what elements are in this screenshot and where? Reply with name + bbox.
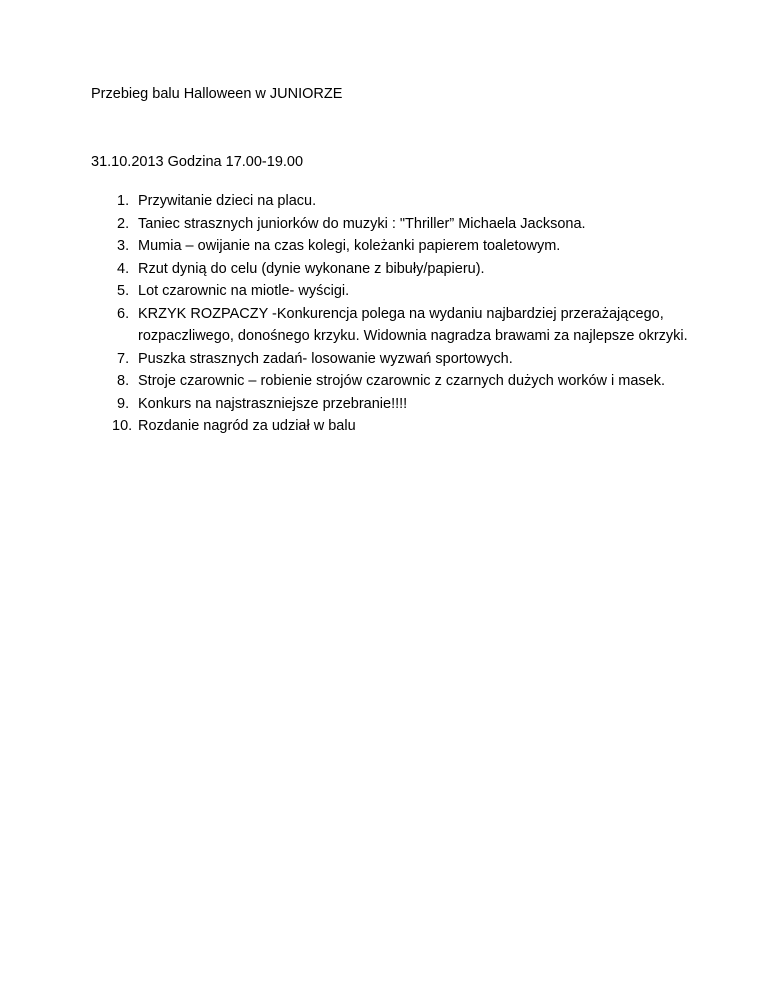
item-number: 5.	[117, 283, 130, 299]
item-number: 9.	[117, 395, 130, 412]
item-text: Lot czarownic na miotle- wyścigi.	[138, 283, 350, 299]
document-title: Przebieg balu Halloween w JUNIORZE	[91, 86, 343, 102]
list-item	[91, 213, 691, 236]
item-number: 1.	[117, 193, 130, 209]
item-text: KRZYK ROZPACZY -Konkurencja polega na wydaniu najbardziej przerażającego, rozpaczliwego, donośnego krzyku. Widownia nagradza brawami za najlepsze okrzyki.	[138, 305, 688, 344]
item-number: 6.	[117, 305, 130, 322]
item-text: Rzut dynią do celu (dynie wykonane z bibuły/papieru).	[138, 260, 485, 277]
item-number: 7.	[117, 350, 130, 367]
list-item	[91, 370, 691, 393]
item-text: Stroje czarownic – robienie strojów czarownic z czarnych dużych worków i masek.	[138, 373, 666, 389]
list-item	[91, 235, 691, 258]
list-item	[91, 258, 691, 281]
item-text: Konkurs na najstraszniejsze przebranie!!!!	[138, 395, 408, 412]
list-item	[91, 303, 691, 348]
item-text: Przywitanie dzieci na placu.	[138, 193, 317, 209]
item-text: Taniec strasznych juniorków do muzyki : "Thriller” Michaela Jacksona.	[138, 215, 586, 232]
schedule-list	[91, 190, 691, 438]
item-text: Mumia – owijanie na czas kolegi, koleżanki papierem toaletowym.	[138, 238, 561, 254]
item-text: Rozdanie nagród za udział w balu	[138, 418, 356, 434]
list-item	[91, 190, 691, 213]
item-text: Puszka strasznych zadań- losowanie wyzwań sportowych.	[138, 350, 513, 367]
item-number: 10.	[112, 418, 133, 434]
item-number: 4.	[117, 260, 130, 277]
item-number: 8.	[117, 373, 130, 389]
list-item	[91, 415, 691, 438]
list-item	[91, 280, 691, 303]
item-number: 3.	[117, 238, 130, 254]
item-number: 2.	[117, 215, 130, 232]
list-item	[91, 348, 691, 371]
event-date-line: 31.10.2013 Godzina 17.00-19.00	[91, 154, 304, 170]
list-item	[91, 393, 691, 416]
